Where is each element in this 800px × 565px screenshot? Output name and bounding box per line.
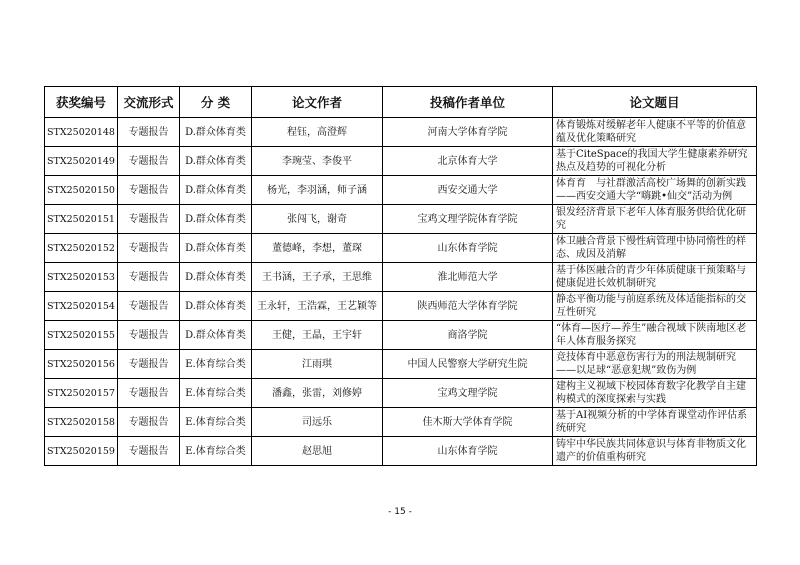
paper-title-cell: 竞技体育中恶意伤害行为的刑法规制研究——以足球“恶意犯规”致伤为例 [553, 350, 757, 379]
authors-cell: 潘鑫，张雷，刘修婷 [252, 379, 383, 408]
format-cell: 专题报告 [118, 350, 180, 379]
header-row [45, 87, 757, 118]
affiliation-cell: 中国人民警察大学研究生院 [383, 350, 553, 379]
authors-cell: 李琬莹、李俊平 [252, 147, 383, 176]
paper-title-cell: 基于CiteSpace的我国大学生健康素养研究热点及趋势的可视化分析 [553, 147, 757, 176]
table-row [45, 379, 757, 408]
table-row [45, 176, 757, 205]
authors-cell: 司远乐 [252, 408, 383, 437]
format-cell: 专题报告 [118, 292, 180, 321]
affiliation-cell: 商洛学院 [383, 321, 553, 350]
paper-title-cell: 建构主义视域下校园体育数字化教学自主建构模式的深度探索与实践 [553, 379, 757, 408]
paper-title-cell: 铸牢中华民族共同体意识与体育非物质文化遗产的价值重构研究 [553, 437, 757, 466]
paper-title-cell: 体育育 与社群激活高校广场舞的创新实践——西安交通大学“嗨跳•仙交”活动为例 [553, 176, 757, 205]
authors-cell: 程钰，高澄辉 [252, 118, 383, 147]
award-id-cell: STX25020152 [45, 234, 118, 263]
paper-title-cell: 银发经济背景下老年人体育服务供给优化研究 [553, 205, 757, 234]
category-cell: E.体育综合类 [180, 437, 252, 466]
authors-cell: 王健，王晶，王宇轩 [252, 321, 383, 350]
paper-title-cell: 体卫融合背景下慢性病管理中协同惰性的样态、成因及消解 [553, 234, 757, 263]
authors-cell: 江雨琪 [252, 350, 383, 379]
table-row [45, 147, 757, 176]
format-cell: 专题报告 [118, 263, 180, 292]
award-id-cell: STX25020148 [45, 118, 118, 147]
award-id-cell: STX25020159 [45, 437, 118, 466]
paper-title-cell: 基于体医融合的青少年体质健康干预策略与健康促进长效机制研究 [553, 263, 757, 292]
header-affiliation: 投稿作者单位 [383, 87, 553, 118]
affiliation-cell: 河南大学体育学院 [383, 118, 553, 147]
header-award-id: 获奖编号 [45, 87, 118, 118]
authors-cell: 王书涵，王子承，王思维 [252, 263, 383, 292]
table-body [45, 118, 757, 466]
format-cell: 专题报告 [118, 321, 180, 350]
authors-cell: 董德峰，李想，董琛 [252, 234, 383, 263]
award-id-cell: STX25020154 [45, 292, 118, 321]
category-cell: D.群众体育类 [180, 234, 252, 263]
award-id-cell: STX25020151 [45, 205, 118, 234]
table-row [45, 437, 757, 466]
table-row [45, 234, 757, 263]
award-id-cell: STX25020149 [45, 147, 118, 176]
table-row [45, 205, 757, 234]
format-cell: 专题报告 [118, 408, 180, 437]
table-row [45, 321, 757, 350]
award-id-cell: STX25020153 [45, 263, 118, 292]
format-cell: 专题报告 [118, 437, 180, 466]
category-cell: D.群众体育类 [180, 321, 252, 350]
award-id-cell: STX25020150 [45, 176, 118, 205]
affiliation-cell: 佳木斯大学体育学院 [383, 408, 553, 437]
affiliation-cell: 宝鸡文理学院体育学院 [383, 205, 553, 234]
header-format: 交流形式 [118, 87, 180, 118]
header-authors: 论文作者 [252, 87, 383, 118]
category-cell: D.群众体育类 [180, 118, 252, 147]
table-row [45, 263, 757, 292]
paper-title-cell: 基于AI视频分析的中学体育课堂动作评估系统研究 [553, 408, 757, 437]
format-cell: 专题报告 [118, 118, 180, 147]
category-cell: D.群众体育类 [180, 205, 252, 234]
table-row [45, 408, 757, 437]
table-row [45, 292, 757, 321]
category-cell: E.体育综合类 [180, 379, 252, 408]
category-cell: D.群众体育类 [180, 292, 252, 321]
authors-cell: 赵思旭 [252, 437, 383, 466]
header-category: 分 类 [180, 87, 252, 118]
category-cell: D.群众体育类 [180, 263, 252, 292]
page-number: - 15 - [388, 507, 412, 517]
affiliation-cell: 西安交通大学 [383, 176, 553, 205]
format-cell: 专题报告 [118, 147, 180, 176]
header-paper-title: 论文题目 [553, 87, 757, 118]
paper-title-cell: “体育—医疗—养生”融合视域下陕南地区老年人体育服务探究 [553, 321, 757, 350]
affiliation-cell: 陕西师范大学体育学院 [383, 292, 553, 321]
authors-cell: 王永轩，王浩霖，王艺颖等 [252, 292, 383, 321]
awards-table [44, 86, 757, 466]
table-row [45, 118, 757, 147]
award-id-cell: STX25020158 [45, 408, 118, 437]
authors-cell: 杨光，李羽涵，师子涵 [252, 176, 383, 205]
category-cell: E.体育综合类 [180, 350, 252, 379]
authors-cell: 张闯飞，谢奇 [252, 205, 383, 234]
affiliation-cell: 北京体育大学 [383, 147, 553, 176]
paper-title-cell: 体育锻炼对缓解老年人健康不平等的价值意蕴及优化策略研究 [553, 118, 757, 147]
category-cell: E.体育综合类 [180, 408, 252, 437]
affiliation-cell: 淮北师范大学 [383, 263, 553, 292]
format-cell: 专题报告 [118, 379, 180, 408]
format-cell: 专题报告 [118, 176, 180, 205]
table-header [45, 87, 757, 118]
award-id-cell: STX25020155 [45, 321, 118, 350]
category-cell: D.群众体育类 [180, 176, 252, 205]
category-cell: D.群众体育类 [180, 147, 252, 176]
format-cell: 专题报告 [118, 234, 180, 263]
affiliation-cell: 山东体育学院 [383, 234, 553, 263]
affiliation-cell: 宝鸡文理学院 [383, 379, 553, 408]
table-row [45, 350, 757, 379]
award-id-cell: STX25020157 [45, 379, 118, 408]
paper-title-cell: 静态平衡功能与前庭系统及体适能指标的交互性研究 [553, 292, 757, 321]
affiliation-cell: 山东体育学院 [383, 437, 553, 466]
format-cell: 专题报告 [118, 205, 180, 234]
award-id-cell: STX25020156 [45, 350, 118, 379]
